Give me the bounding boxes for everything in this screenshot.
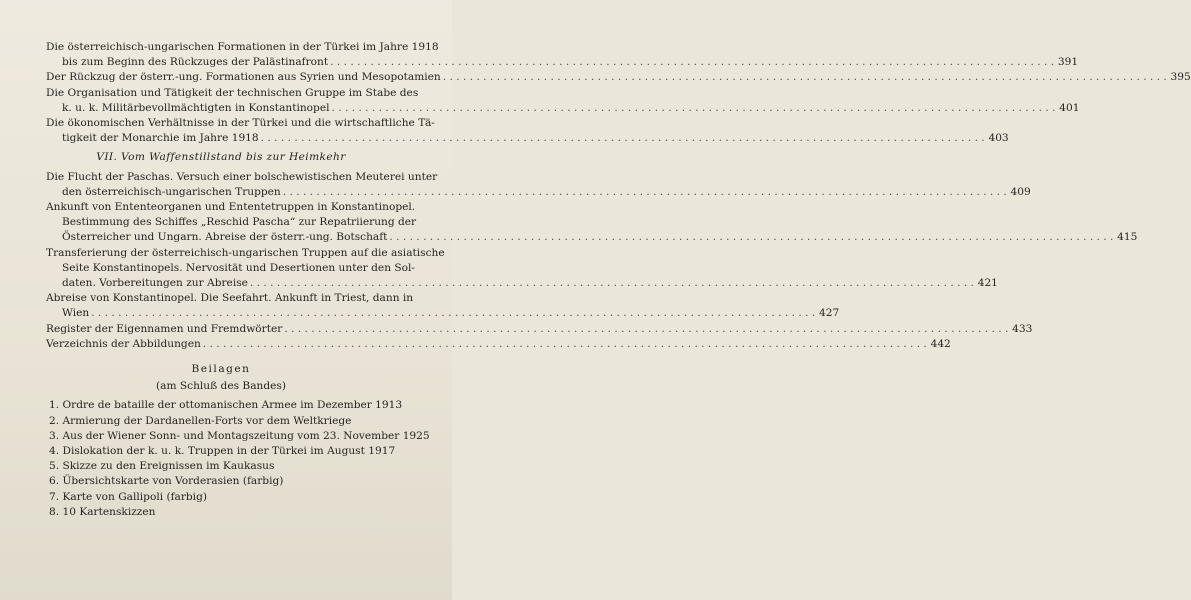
toc-entry-text: Ankunft von Ententeorganen und Ententetruppen in Konstantinopel.: [46, 201, 416, 214]
appendix-title: Beilagen: [191, 363, 251, 376]
toc-entry-line: [46, 246, 445, 261]
page-number: 401: [1059, 101, 1080, 114]
toc-entry-text: bis zum Beginn des Rückzuges der Palästinafront: [62, 56, 329, 69]
toc-entry-line: [46, 276, 998, 291]
toc-entry-line: [46, 55, 1079, 70]
toc-entry-line: [46, 322, 1033, 337]
toc-section-vii-entries: [46, 170, 1138, 352]
toc-entry-line: [46, 185, 1031, 200]
appendix-item: 1. Ordre de bataille der ottomanischen Armee im Dezember 1913: [49, 399, 403, 412]
appendix-item: 3. Aus der Wiener Sonn- und Montagszeitung vom 23. November 1925: [49, 429, 430, 442]
page-number: 421: [977, 277, 998, 290]
toc-entry-line: [46, 131, 1009, 146]
toc-entry-line: [46, 337, 951, 352]
dot-leader: [282, 322, 1010, 337]
appendix-list: [46, 398, 430, 520]
toc-entry: [46, 337, 951, 352]
toc-entry-line: [46, 86, 419, 101]
toc-entry-text: Österreicher und Ungarn. Abreise der österr.-ung. Botschaft: [62, 231, 388, 244]
appendix-item: 2. Armierung der Dardanellen-Forts vor dem Weltkriege: [49, 414, 352, 427]
section-heading: VII. Vom Waffenstillstand bis zur Heimkehr: [96, 151, 346, 164]
appendix-item: 6. Übersichtskarte von Vorderasien (farbig): [49, 475, 284, 488]
toc-entry-line: [46, 70, 1191, 85]
toc-entry: [46, 322, 1033, 337]
toc-entry-line: [46, 261, 415, 276]
toc-entry-text: Register der Eigennamen und Fremdwörter: [46, 322, 283, 335]
toc-entry-line: [46, 40, 439, 55]
toc-entry-line: [46, 170, 438, 185]
page-number: 391: [1057, 56, 1079, 69]
appendix-item: 4. Dislokation der k. u. k. Truppen in der Türkei im August 1917: [49, 445, 396, 458]
page-number: 415: [1117, 231, 1138, 244]
toc-entry-line: [46, 101, 1080, 116]
toc-entry: [46, 40, 1079, 70]
toc-entry-text: Wien: [62, 307, 90, 320]
toc-entry: [46, 291, 840, 321]
page-number: 442: [930, 337, 951, 350]
toc-entry: [46, 170, 1031, 200]
dot-leader: [281, 185, 1009, 200]
appendix-item: 7. Karte von Gallipoli (farbig): [49, 490, 207, 503]
page-number: 409: [1010, 185, 1031, 198]
toc-entry-text: den österreichisch-ungarischen Truppen: [62, 185, 281, 198]
dot-leader: [330, 101, 1058, 116]
toc-entry-text: k. u. k. Militärbevollmächtigten in Konstantinopel: [62, 101, 330, 114]
toc-entry-text: Die österreichisch-ungarischen Formationen in der Türkei im Jahre 1918: [46, 41, 439, 53]
dot-leader: [441, 70, 1169, 85]
toc-entry-text: Die Flucht der Paschas. Versuch einer bolschewistischen Meuterei unter: [46, 170, 438, 183]
toc-entry-text: Der Rückzug der österr.-ung. Formationen aus Syrien und Mesopotamien: [46, 71, 441, 84]
toc-entry: [46, 116, 1009, 146]
dot-leader: [328, 55, 1056, 70]
appendix-item: 8. 10 Kartenskizzen: [49, 505, 156, 518]
dot-leader: [89, 306, 817, 321]
dot-leader: [201, 337, 929, 352]
toc-entry-text: Abreise von Konstantinopel. Die Seefahrt. Ankunft in Triest, dann in: [46, 292, 414, 305]
toc-entry-line: [46, 215, 417, 230]
appendix-subtitle: (am Schluß des Bandes): [156, 380, 286, 393]
dot-leader: [387, 230, 1115, 245]
toc-entry-line: [46, 230, 1138, 245]
dot-leader: [259, 131, 987, 146]
toc-entry-text: Transferierung der österreichisch-ungarischen Truppen auf die asiatische: [46, 246, 445, 259]
toc-section-vi-entries: [46, 40, 1191, 146]
toc-entry-text: Seite Konstantinopels. Nervosität und Desertionen unter den Sol-: [62, 261, 415, 274]
toc-entry: [46, 70, 1191, 85]
toc-entry: [46, 86, 1080, 116]
appendix-item: 5. Skizze zu den Ereignissen im Kaukasus: [49, 460, 275, 473]
toc-entry-text: Die Organisation und Tätigkeit der technischen Gruppe im Stabe des: [46, 86, 419, 99]
toc-entry-text: Die ökonomischen Verhältnisse in der Türkei und die wirtschaftliche Tä-: [46, 117, 435, 130]
page-number: 433: [1012, 322, 1033, 335]
dot-leader: [248, 276, 976, 291]
toc-entry-line: [46, 200, 416, 215]
page-number: 427: [818, 307, 840, 320]
toc-entry-line: [46, 306, 840, 321]
toc-entry-text: Verzeichnis der Abbildungen: [46, 337, 201, 350]
toc-entry-text: Bestimmung des Schiffes „Reschid Pascha“ zur Repatriierung der: [62, 216, 417, 229]
page-number: 395: [1170, 71, 1191, 84]
toc-entry: [46, 200, 1138, 246]
toc-entry-line: [46, 291, 414, 306]
toc-entry-text: tigkeit der Monarchie im Jahre 1918: [62, 132, 259, 145]
page-number: 403: [988, 132, 1009, 145]
table-of-contents: [46, 40, 1191, 520]
toc-entry: [46, 246, 998, 292]
toc-entry-text: daten. Vorbereitungen zur Abreise: [62, 277, 248, 290]
toc-entry-line: [46, 116, 435, 131]
